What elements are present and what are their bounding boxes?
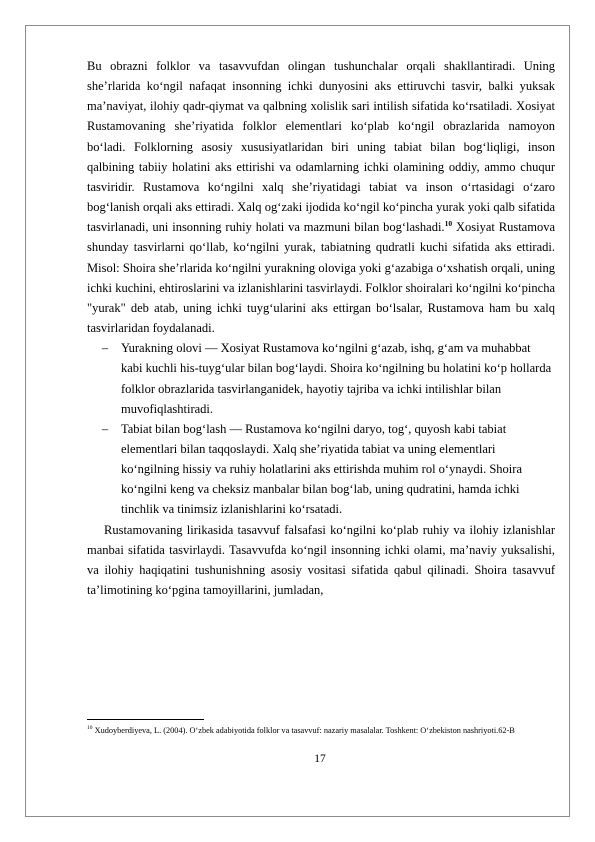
bullet-item-2: [87, 419, 555, 520]
footnote: [87, 724, 527, 738]
footnote-number: 10: [87, 725, 93, 732]
footnote-reference[interactable]: 10: [444, 219, 453, 229]
paragraph-1-tail-text: Xosiyat Rustamova shunday tasvirlarni qo‘llab, ko‘ngilni yurak, tabiatning qudratli kuchi sifatida aks ettiradi. Misol: Shoira she’rlarida ko‘ngilni yurakning oloviga yoki g‘azabiga o‘xshatish orqali, uning ichki kuchini, ehtiroslarini va izlanishlarini tasvirlaydi. Folklor shoiralari ko‘ngilni ko‘pincha "yurak" deb atab, uning ichki tuyg‘ularini aks ettirgan bo‘lsalar, Rustamova ham bu xalq tasvirlaridan foydalanadi.: [87, 220, 555, 336]
footnote-text: Xudoyberdiyeva, L. (2004). O‘zbek adabiyotida folklor va tasavvuf: nazariy masalalar. Toshkent: O‘zbekiston nashriyoti.62-B: [92, 726, 515, 735]
page-body: [87, 56, 555, 600]
page-number: 17: [314, 753, 326, 765]
paragraph-1-main-text: Bu obrazni folklor va tasavvufdan olingan tushunchalar orqali shakllantiradi. Uning she’rlarida ko‘ngil nafaqat insonning ichki dunyosini aks ettiruvchi tasvir, balki yuksak ma’naviyat, ilohiy qadr-qiymat va qalbning xolislik sari intilish sifatida ko‘rsatiladi. Xosiyat Rustamovaning she’riyatida folklor elementlari ko‘plab ko‘ngil obrazlarida namoyon bo‘ladi. Folklorning asosiy xususiyatlaridan biri uning tabiat bilan bog‘liqligi, inson qalbining tabiiy holatini aks ettirishi va odamlarning ichki olamining oddiy, ammo chuqur tasviridir. Rustamova ko‘ngilni xalq she’riyatidagi tabiat va inson o‘rtasidagi o‘zaro bog‘lanish orqali aks ettiradi. Xalq og‘zaki ijodida ko‘ngil ko‘pincha yurak yoki qalb sifatida tasvirlanadi, uni insonning ruhiy holati va mazmuni bilan bog‘lashadi.: [87, 59, 555, 235]
body-paragraph-1: [87, 56, 555, 338]
body-paragraph-2: Rustamovaning lirikasida tasavvuf falsafasi ko‘ngilni ko‘plab ruhiy va ilohiy izlanishlar manbai sifatida tasvirlaydi. Tasavvufda ko‘ngil insonning ichki olami, ma’naviy yuksalishi, va ilohiy haqiqatini tushunishning asosiy vositasi sifatida qabul qilinadi. Shoira tasavvuf ta’limotining ko‘pgina tamoyillarini, jumladan,: [87, 522, 555, 598]
bullet-item-1: [87, 338, 555, 419]
bullet-item-text: Tabiat bilan bog‘lash — Rustamova ko‘ngilni daryo, tog‘, quyosh kabi tabiat elementlari bilan taqqoslaydi. Xalq she’riyatida tabiat va uning elementlari ko‘ngilning hissiy va ruhiy holatlarini aks ettirishda muhim rol o‘ynaydi. Shoira ko‘ngilni keng va cheksiz manbalar bilan bog‘lab, uning qudratini, hamda ichki tinchlik va tinimsiz izlanishlarini ko‘rsatadi.: [121, 421, 522, 517]
footnote-separator: [87, 719, 204, 720]
dash-bullet-icon: –: [101, 421, 109, 436]
bullet-item-text: Yurakning olovi — Xosiyat Rustamova ko‘ngilni g‘azab, ishq, g‘am va muhabbat kabi kuchli his-tuyg‘ular bilan bog‘laydi. Shoira ko‘ngilning bu holatini ko‘p hollarda folklor obrazlarida tasvirlanganidek, hayotiy tajriba va ichki intilishlar bilan muvofiqlashtiradi.: [121, 341, 552, 416]
bullet-list: [87, 338, 555, 519]
dash-bullet-icon: –: [101, 341, 109, 356]
